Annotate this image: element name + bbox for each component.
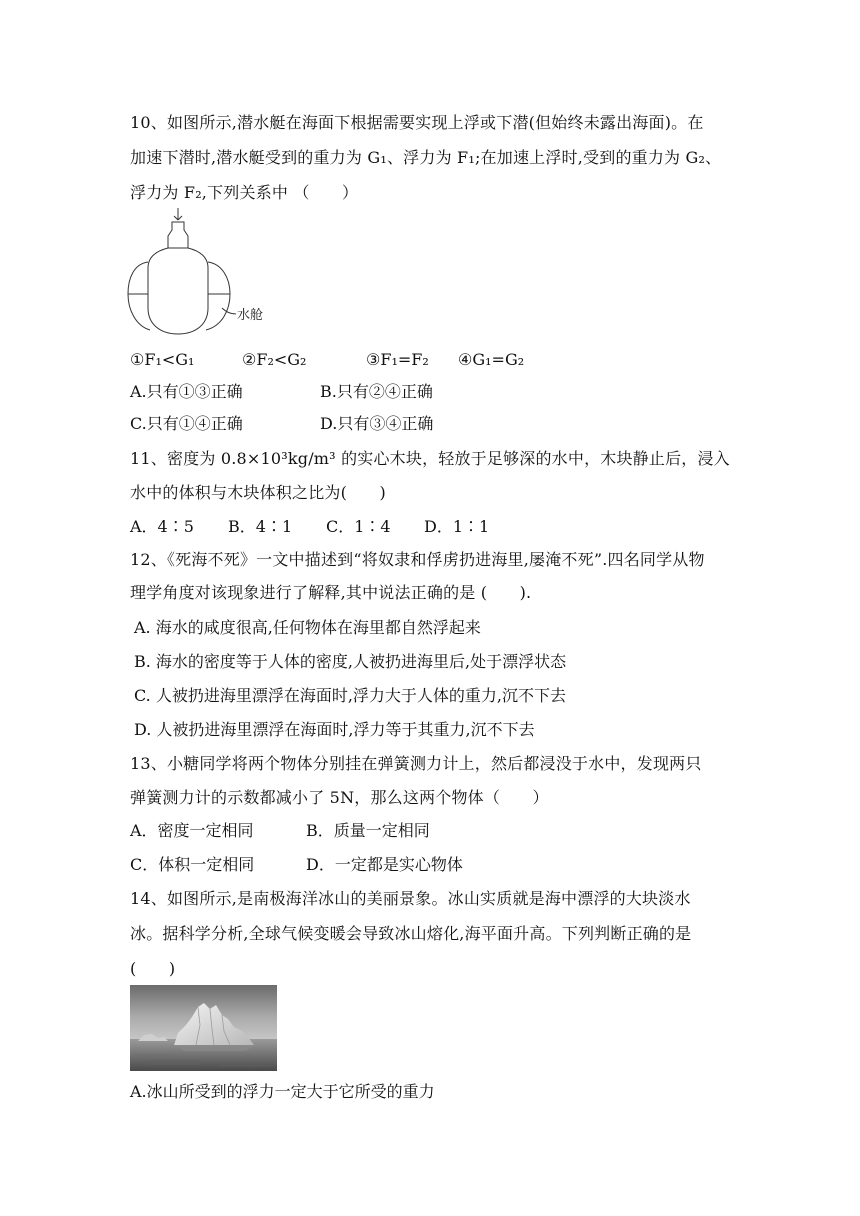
q11-option-c[interactable]: C．1∶4 [326,517,391,536]
q10-option-d[interactable]: D.只有③④正确 [320,414,434,433]
q12-option-a[interactable]: A. 海水的咸度很高,任何物体在海里都自然浮起来 [134,618,481,637]
q12-option-b[interactable]: B. 海水的密度等于人体的密度,人被扔进海里后,处于漂浮状态 [134,652,567,671]
q10-option-a[interactable]: A.只有①③正确 [130,382,243,401]
q10-item-3: ③F₁=F₂ [366,350,429,369]
q14-line-2: 冰。据科学分析,全球气候变暖会导致冰山熔化,海平面升高。下列判断正确的是 [130,924,692,943]
q12-option-d[interactable]: D. 人被扔进海里漂浮在海面时,浮力等于其重力,沉不下去 [134,720,535,739]
q10-line-1: 10、如图所示,潜水艇在海面下根据需要实现上浮或下潜(但始终未露出海面)。在 [130,113,704,132]
q12-line-1: 12、《死海不死》一文中描述到“将奴隶和俘虏扔进海里,屡淹不死”.四名同学从物 [130,550,705,569]
q14-line-3: ( ) [130,959,176,978]
q10-option-b[interactable]: B.只有②④正确 [320,382,433,401]
ballast-tank-label: 水舱 [237,308,264,323]
q11-option-a[interactable]: A．4∶5 [130,517,194,536]
q11-option-d[interactable]: D．1∶1 [424,517,490,536]
q10-item-4: ④G₁=G₂ [458,350,525,369]
q13-option-c[interactable]: C．体积一定相同 [130,855,255,874]
q10-line-2: 加速下潜时,潜水艇受到的重力为 G₁、浮力为 F₁;在加速上浮时,受到的重力为 G₂、 [130,148,722,167]
q11-option-b[interactable]: B．4∶1 [228,517,293,536]
q12-line-2: 理学角度对该现象进行了解释,其中说法正确的是 ( ). [130,583,532,602]
q13-line-2: 弹簧测力计的示数都减小了 5N，那么这两个物体（ ） [130,788,549,807]
q14-line-1: 14、如图所示,是南极海洋冰山的美丽景象。冰山实质就是海中漂浮的大块淡水 [130,889,691,908]
q11-line-1: 11、密度为 0.8×10³kg/m³ 的实心木块，轻放于足够深的水中，木块静止后，浸入 [130,449,730,468]
q10-item-2: ②F₂<G₂ [242,350,307,369]
q14-option-a[interactable]: A.冰山所受到的浮力一定大于它所受的重力 [130,1082,435,1101]
q13-option-a[interactable]: A．密度一定相同 [130,821,254,840]
q13-option-b[interactable]: B．质量一定相同 [306,821,430,840]
q13-line-1: 13、小糖同学将两个物体分别挂在弹簧测力计上，然后都浸没于水中，发现两只 [130,754,702,773]
iceberg-photo [130,985,277,1071]
q13-option-d[interactable]: D．一定都是实心物体 [306,855,463,874]
submarine-diagram [126,208,276,340]
q11-line-2: 水中的体积与木块体积之比为( ) [130,483,386,502]
q12-option-c[interactable]: C. 人被扔进海里漂浮在海面时,浮力大于人体的重力,沉不下去 [134,686,567,705]
q10-line-3: 浮力为 F₂,下列关系中 （ ） [130,183,359,202]
q10-item-1: ①F₁<G₁ [130,350,195,369]
q10-option-c[interactable]: C.只有①④正确 [130,414,243,433]
